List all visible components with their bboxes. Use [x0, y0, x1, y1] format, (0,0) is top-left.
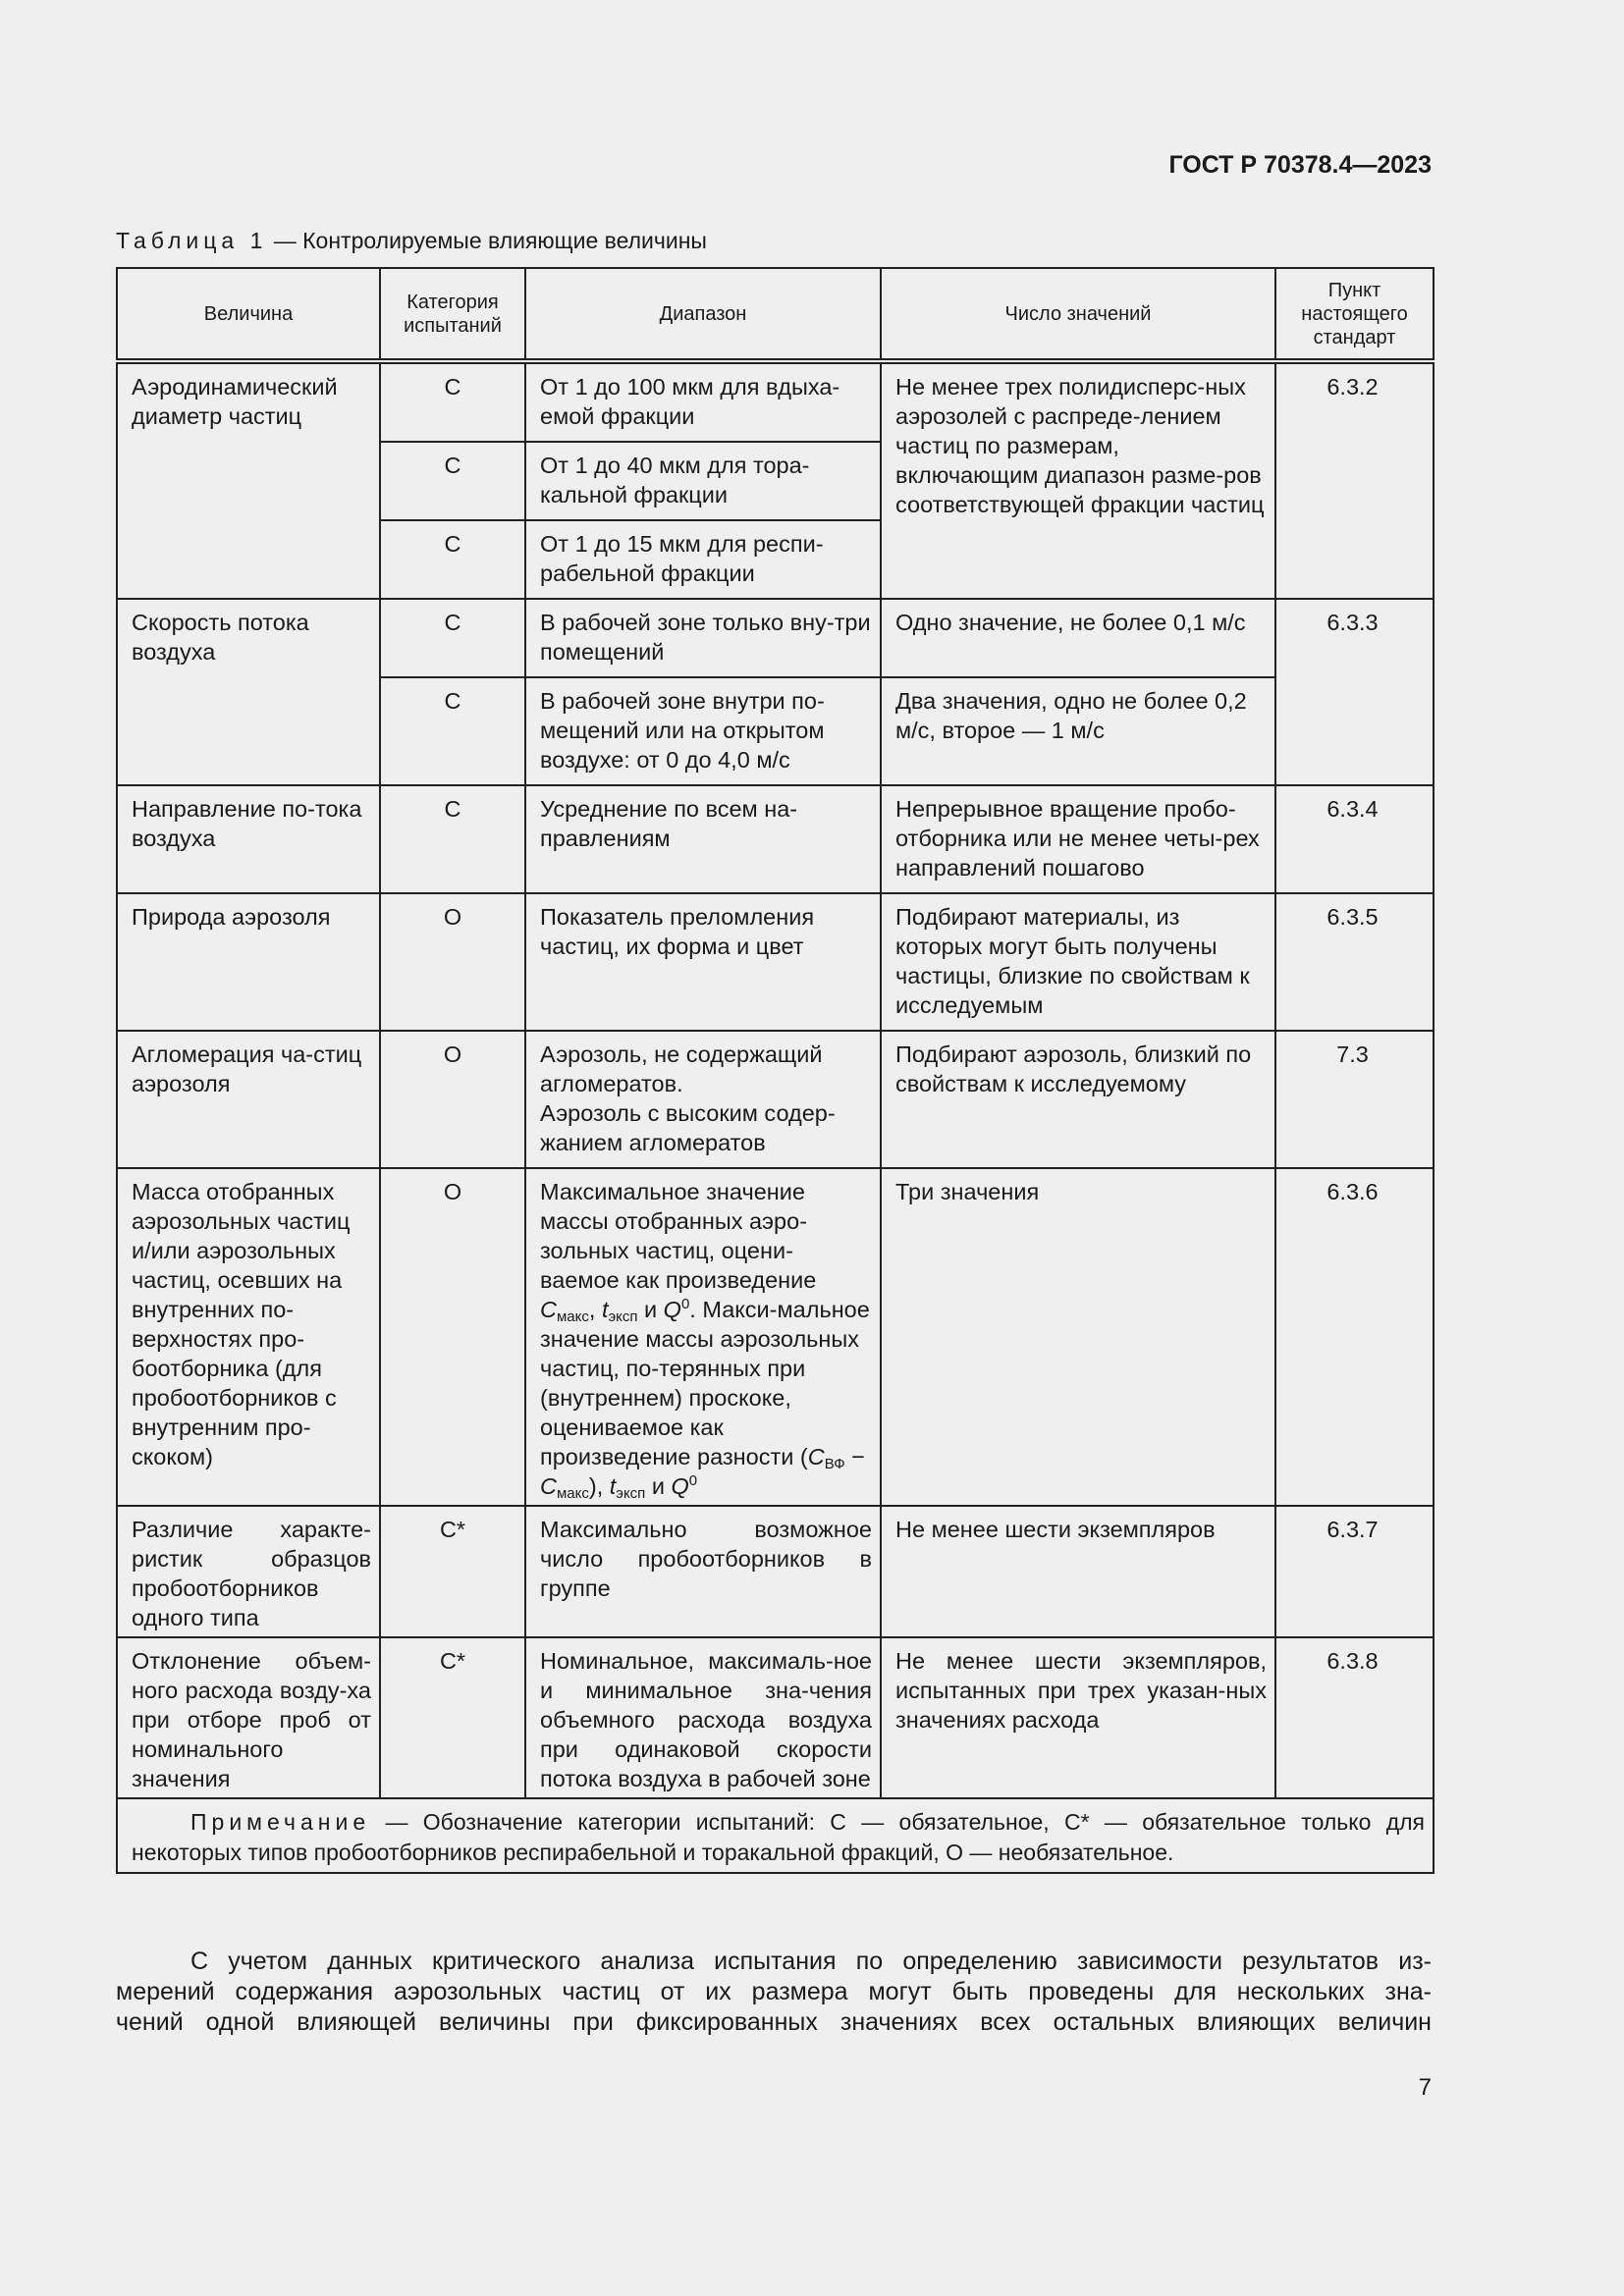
range-line: Аэрозоль с высоким содер-жанием агломератов: [540, 1100, 836, 1155]
separator: ,: [588, 1297, 602, 1322]
paragraph-line: С учетом данных критического анализа испытания по определению зависимости результатов из-: [190, 1948, 1432, 1975]
header-category: Категория испытаний: [380, 268, 525, 361]
cell-range: Максимально возможное число пробоотборников в группе: [525, 1506, 881, 1637]
cell-range: [525, 1031, 881, 1168]
cell-range: От 1 до 100 мкм для вдыха-емой фракции: [525, 361, 881, 442]
subscript-max: макс: [556, 1308, 589, 1325]
table-caption-label: Таблица 1: [116, 228, 268, 253]
note-text: — Обозначение категории испытаний: С — обязательное, С* — обязательное только для некоторых типов пробоотборников респирабельной и торакальной фракций, О — необязательное.: [132, 1809, 1425, 1865]
cell-quantity: Различие характе-ристик образцов пробоотборников одного типа: [117, 1506, 380, 1637]
cell-category: С: [380, 599, 525, 677]
cell-range: Показатель преломления частиц, их форма и цвет: [525, 893, 881, 1031]
subscript-vf: ВФ: [824, 1456, 845, 1472]
table-row: [117, 893, 1434, 1031]
header-range: Диапазон: [525, 268, 881, 361]
paragraph-line: чений одной влияющей величины при фиксированных значениях всех остальных влияющих величин: [116, 2008, 1432, 2036]
conjunction: и: [637, 1297, 664, 1322]
header-clause: Пункт настоящего стандарт: [1275, 268, 1434, 361]
cell-category: С*: [380, 1506, 525, 1637]
cell-category: С: [380, 785, 525, 893]
cell-quantity: Скорость потока воздуха: [117, 599, 380, 785]
table-caption-text: — Контролируемые влияющие величины: [273, 228, 707, 253]
superscript-zero: 0: [688, 1472, 698, 1489]
cell-range: Номинальное, максималь-ное и минимальное зна-чения объемного расхода воздуха при одинаковой скорости потока воздуха в рабочей зоне: [525, 1637, 881, 1798]
cell-count: Три значения: [881, 1168, 1275, 1506]
cell-clause: 6.3.4: [1275, 785, 1434, 893]
cell-category: С: [380, 361, 525, 442]
cell-quantity: Природа аэрозоля: [117, 893, 380, 1031]
table-caption: [116, 228, 707, 254]
body-paragraph: [116, 1947, 1432, 2038]
cell-clause: 6.3.8: [1275, 1637, 1434, 1798]
cell-category: О: [380, 1031, 525, 1168]
cell-range: [525, 1168, 881, 1506]
range-line: Аэрозоль, не содержащий агломератов.: [540, 1041, 823, 1096]
header-count: Число значений: [881, 268, 1275, 361]
cell-category: С*: [380, 1637, 525, 1798]
cell-category: О: [380, 1168, 525, 1506]
separator: ),: [588, 1473, 610, 1499]
range-text: . Макси-мальное значение массы аэрозольных частиц, по-терянных при (внутреннем) проскоке, оцениваемое как произведение разности (: [540, 1297, 870, 1469]
cell-category: О: [380, 893, 525, 1031]
table-row: [117, 1031, 1434, 1168]
cell-count: Подбирают материалы, из которых могут быть получены частицы, близкие по свойствам к исследуемым: [881, 893, 1275, 1031]
superscript-zero: 0: [680, 1296, 690, 1312]
cell-clause: 6.3.2: [1275, 361, 1434, 599]
table-row: [117, 1168, 1434, 1506]
subscript-max: макс: [556, 1485, 589, 1502]
cell-category: С: [380, 442, 525, 520]
symbol-t: t: [601, 1297, 609, 1322]
range-text: Максимальное значение массы отобранных аэро-зольных частиц, оцени-ваемое как произведение: [540, 1179, 817, 1293]
header-quantity: Величина: [117, 268, 380, 361]
cell-count: Не менее шести экземпляров, испытанных при трех указан-ных значениях расхода: [881, 1637, 1275, 1798]
note-label: Примечание: [190, 1809, 371, 1835]
cell-clause: 6.3.3: [1275, 599, 1434, 785]
document-code: ГОСТ Р 70378.4—2023: [1168, 151, 1432, 179]
cell-count: Не менее шести экземпляров: [881, 1506, 1275, 1637]
cell-quantity: Аэродинамический диаметр частиц: [117, 361, 380, 599]
cell-quantity: Отклонение объем-ного расхода возду-ха при отборе проб от номинального значения: [117, 1637, 380, 1798]
table-note: [117, 1798, 1434, 1873]
subscript-exp: эксп: [616, 1485, 646, 1502]
cell-range: В рабочей зоне внутри по-мещений или на открытом воздухе: от 0 до 4,0 м/с: [525, 677, 881, 785]
page-number: 7: [1418, 2074, 1432, 2101]
symbol-t: t: [609, 1473, 617, 1499]
cell-range: Усреднение по всем на-правлениям: [525, 785, 881, 893]
symbol-q: Q: [671, 1473, 689, 1499]
symbol-c: C: [807, 1444, 825, 1469]
subscript-exp: эксп: [608, 1308, 638, 1325]
cell-count: Непрерывное вращение пробо-отборника или не менее четы-рех направлений пошагово: [881, 785, 1275, 893]
cell-clause: 7.3: [1275, 1031, 1434, 1168]
cell-count: Не менее трех полидисперс-ных аэрозолей с распреде-лением частиц по размерам, включающим диапазон разме-ров соответствующей фракции частиц: [881, 361, 1275, 599]
cell-quantity: Агломерация ча-стиц аэрозоля: [117, 1031, 380, 1168]
table-note-row: [117, 1798, 1434, 1873]
minus-sign: −: [844, 1444, 865, 1469]
cell-category: С: [380, 677, 525, 785]
cell-count: Одно значение, не более 0,1 м/с: [881, 599, 1275, 677]
cell-clause: 6.3.6: [1275, 1168, 1434, 1506]
cell-quantity: Направление по-тока воздуха: [117, 785, 380, 893]
symbol-c: C: [540, 1473, 557, 1499]
paragraph-line: мерений содержания аэрозольных частиц от их размера могут быть проведены для нескольких зна-: [116, 1978, 1432, 2005]
table-row: [117, 1637, 1434, 1798]
cell-range: В рабочей зоне только вну-три помещений: [525, 599, 881, 677]
conjunction: и: [645, 1473, 672, 1499]
symbol-q: Q: [663, 1297, 681, 1322]
cell-clause: 6.3.5: [1275, 893, 1434, 1031]
cell-range: От 1 до 40 мкм для тора-кальной фракции: [525, 442, 881, 520]
cell-quantity: Масса отобранных аэрозольных частиц и/или аэрозольных частиц, осевших на внутренних по-верхностях про-боотборника (для пробоотборников с внутренним про-скоком): [117, 1168, 380, 1506]
cell-count: Два значения, одно не более 0,2 м/с, второе — 1 м/с: [881, 677, 1275, 785]
table-row: [117, 599, 1434, 677]
cell-range: От 1 до 15 мкм для респи-рабельной фракции: [525, 520, 881, 599]
symbol-c: C: [540, 1297, 557, 1322]
table-row: [117, 785, 1434, 893]
cell-count: Подбирают аэрозоль, близкий по свойствам к исследуемому: [881, 1031, 1275, 1168]
table-row: [117, 1506, 1434, 1637]
table-header-row: [117, 268, 1434, 361]
cell-category: С: [380, 520, 525, 599]
cell-clause: 6.3.7: [1275, 1506, 1434, 1637]
influence-quantities-table: [116, 267, 1435, 1874]
table-row: [117, 361, 1434, 442]
